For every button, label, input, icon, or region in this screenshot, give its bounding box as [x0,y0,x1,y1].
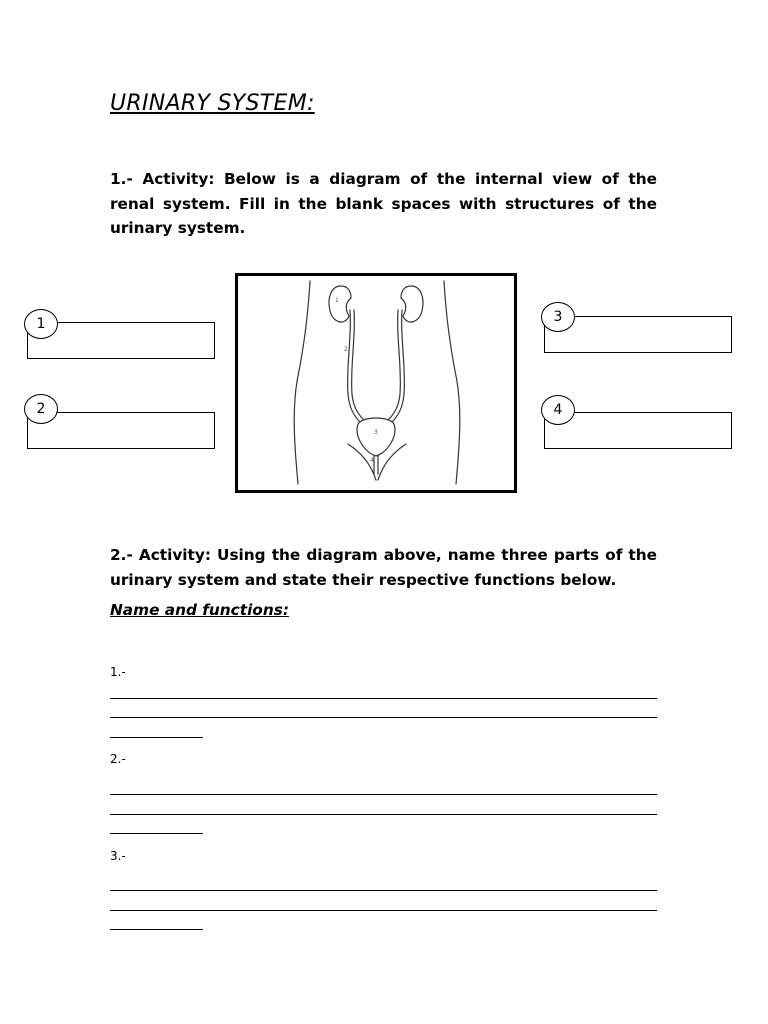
answer-number-2: 2.- [110,752,126,766]
answer-line[interactable] [110,929,203,930]
answer-box-2[interactable] [27,412,215,449]
answer-line[interactable] [110,833,203,834]
torso-right-outline [444,281,460,484]
image-label-4: 4 [370,457,374,464]
urinary-system-diagram [235,273,517,493]
answer-line[interactable] [110,737,203,738]
callout-number-2: 2 [24,394,58,424]
worksheet-title: URINARY SYSTEM: [110,91,315,116]
image-label-2: 2 [344,346,348,353]
right-kidney-shape [401,286,423,322]
answer-line[interactable] [110,890,657,891]
callout-number-3: 3 [541,302,575,332]
answer-line[interactable] [110,910,657,911]
name-and-functions-heading: Name and functions: [110,601,289,619]
callout-number-1: 1 [24,309,58,339]
answer-line[interactable] [110,794,657,795]
answer-number-3: 3.- [110,849,126,863]
urinary-system-illustration [238,276,514,490]
bladder-shape [357,418,395,456]
answer-line[interactable] [110,717,657,718]
image-label-1: 1 [335,297,339,304]
activity-2-instructions: 2.- Activity: Using the diagram above, name three parts of the urinary system and state their respective functions below. [110,546,657,589]
callout-number-4: 4 [541,395,575,425]
image-label-3: 3 [374,429,378,436]
answer-line[interactable] [110,814,657,815]
left-kidney-shape [329,286,351,322]
answer-number-1: 1.- [110,665,126,679]
answer-line[interactable] [110,698,657,699]
activity-1-instructions: 1.- Activity: Below is a diagram of the internal view of the renal system. Fill in the blank spaces with structures of the urinary system. [110,170,657,237]
torso-left-outline [294,281,310,484]
